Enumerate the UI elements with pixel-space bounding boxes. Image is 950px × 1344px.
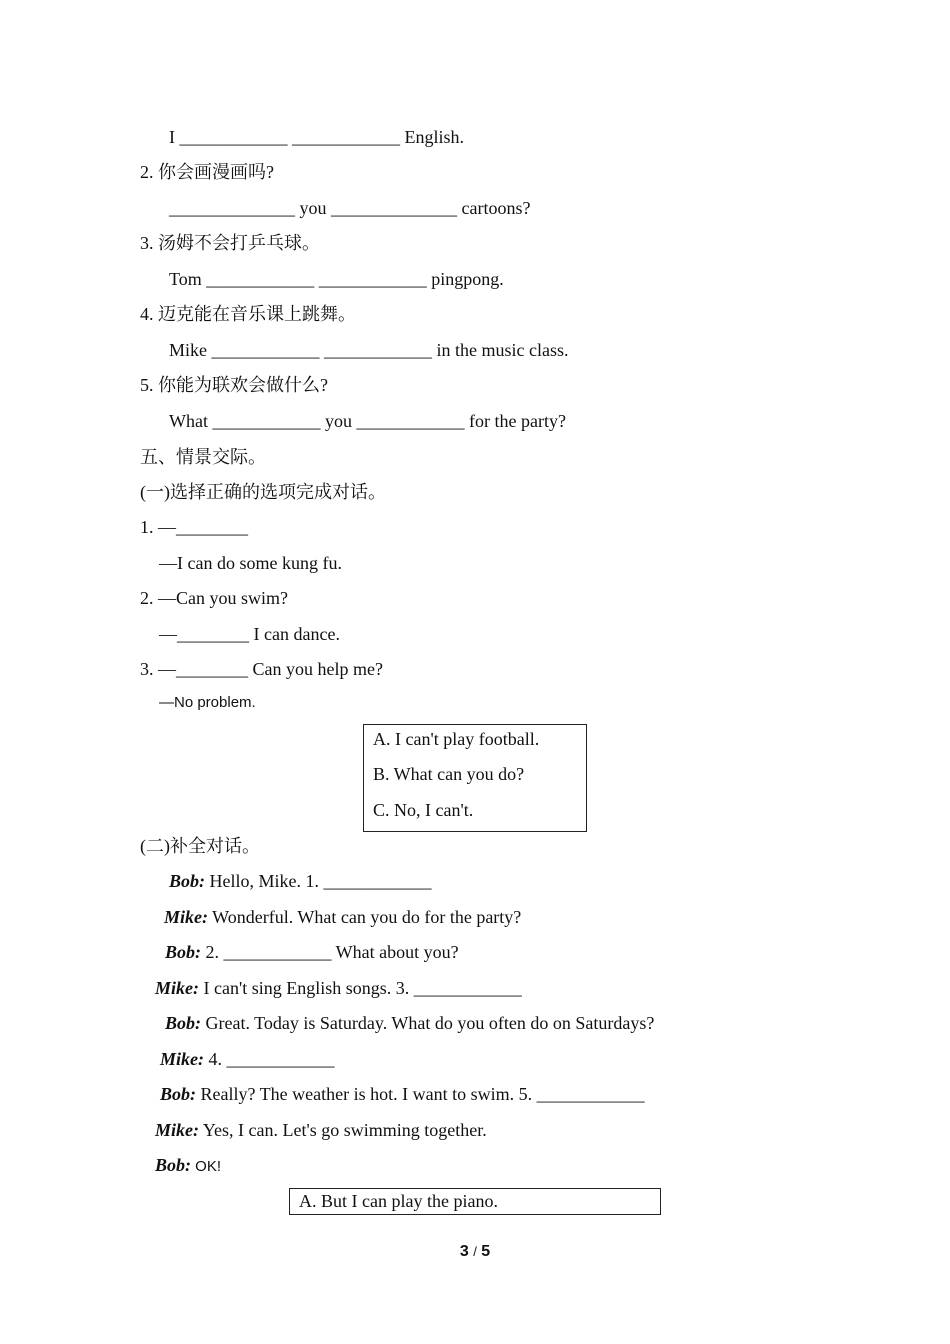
answer-line-2: ______________ you ______________ cartoons?: [169, 198, 531, 218]
dialog-text: Great. Today is Saturday. What do you often do on Saturdays?: [201, 1013, 655, 1033]
speaker: Bob:: [165, 942, 201, 962]
section-title: 五、情景交际。: [140, 447, 266, 467]
speaker: Bob:: [160, 1084, 196, 1104]
dialog-text: 2. ____________ What about you?: [201, 942, 459, 962]
speaker: Bob:: [155, 1155, 191, 1175]
page-separator: /: [473, 1244, 477, 1259]
dialog-1-answer: —I can do some kung fu.: [159, 553, 342, 573]
dialog-text: Hello, Mike. 1. ____________: [205, 871, 432, 891]
subsection-1-title: (一)选择正确的选项完成对话。: [140, 482, 386, 502]
option-b: B. What can you do?: [373, 764, 525, 784]
answer-line-5: What ____________ you ____________ for the party?: [169, 411, 566, 431]
dialog-text: 4. ____________: [204, 1049, 335, 1069]
option-a: A. But I can play the piano.: [299, 1191, 498, 1211]
dialog-1-question: 1. —________: [140, 517, 248, 537]
speaker: Bob:: [165, 1013, 201, 1033]
dialog-line: [165, 1012, 654, 1034]
dialog-3-answer: —No problem.: [159, 694, 256, 711]
question-3: 3. 汤姆不会打乒乓球。: [140, 233, 320, 253]
dialog-text: Yes, I can. Let's go swimming together.: [199, 1120, 487, 1140]
speaker: Bob:: [169, 871, 205, 891]
subsection-2-title: (二)补全对话。: [140, 836, 260, 856]
speaker: Mike:: [164, 907, 208, 927]
speaker: Mike:: [160, 1049, 204, 1069]
dialog-text: OK!: [191, 1158, 222, 1175]
options-box-2: [289, 1188, 661, 1215]
speaker: Mike:: [155, 978, 199, 998]
answer-line-3: Tom ____________ ____________ pingpong.: [169, 269, 504, 289]
options-box-1: [363, 724, 587, 832]
answer-line-1: I ____________ ____________ English.: [169, 127, 464, 147]
total-pages: 5: [481, 1243, 491, 1260]
speaker: Mike:: [155, 1120, 199, 1140]
dialog-text: Really? The weather is hot. I want to swim. 5. ____________: [196, 1084, 645, 1104]
dialog-line: [160, 1083, 645, 1105]
dialog-2-answer: —________ I can dance.: [159, 624, 340, 644]
current-page: 3: [459, 1243, 469, 1260]
dialog-line: [160, 1048, 335, 1070]
dialog-text: Wonderful. What can you do for the party?: [208, 907, 522, 927]
dialog-text: I can't sing English songs. 3. ____________: [199, 978, 522, 998]
dialog-line: [155, 1119, 487, 1141]
dialog-line: [169, 870, 432, 892]
question-4: 4. 迈克能在音乐课上跳舞。: [140, 304, 356, 324]
page-number: [0, 1243, 950, 1261]
dialog-2-question: 2. —Can you swim?: [140, 588, 288, 608]
dialog-line: [164, 906, 521, 928]
dialog-line: [155, 1154, 221, 1178]
question-2: 2. 你会画漫画吗?: [140, 162, 274, 182]
question-5: 5. 你能为联欢会做什么?: [140, 375, 328, 395]
answer-line-4: Mike ____________ ____________ in the music class.: [169, 340, 569, 360]
dialog-line: [155, 977, 522, 999]
option-a: A. I can't play football.: [373, 729, 540, 749]
dialog-line: [165, 941, 459, 963]
dialog-3-question: 3. —________ Can you help me?: [140, 659, 383, 679]
option-c: C. No, I can't.: [373, 800, 474, 820]
